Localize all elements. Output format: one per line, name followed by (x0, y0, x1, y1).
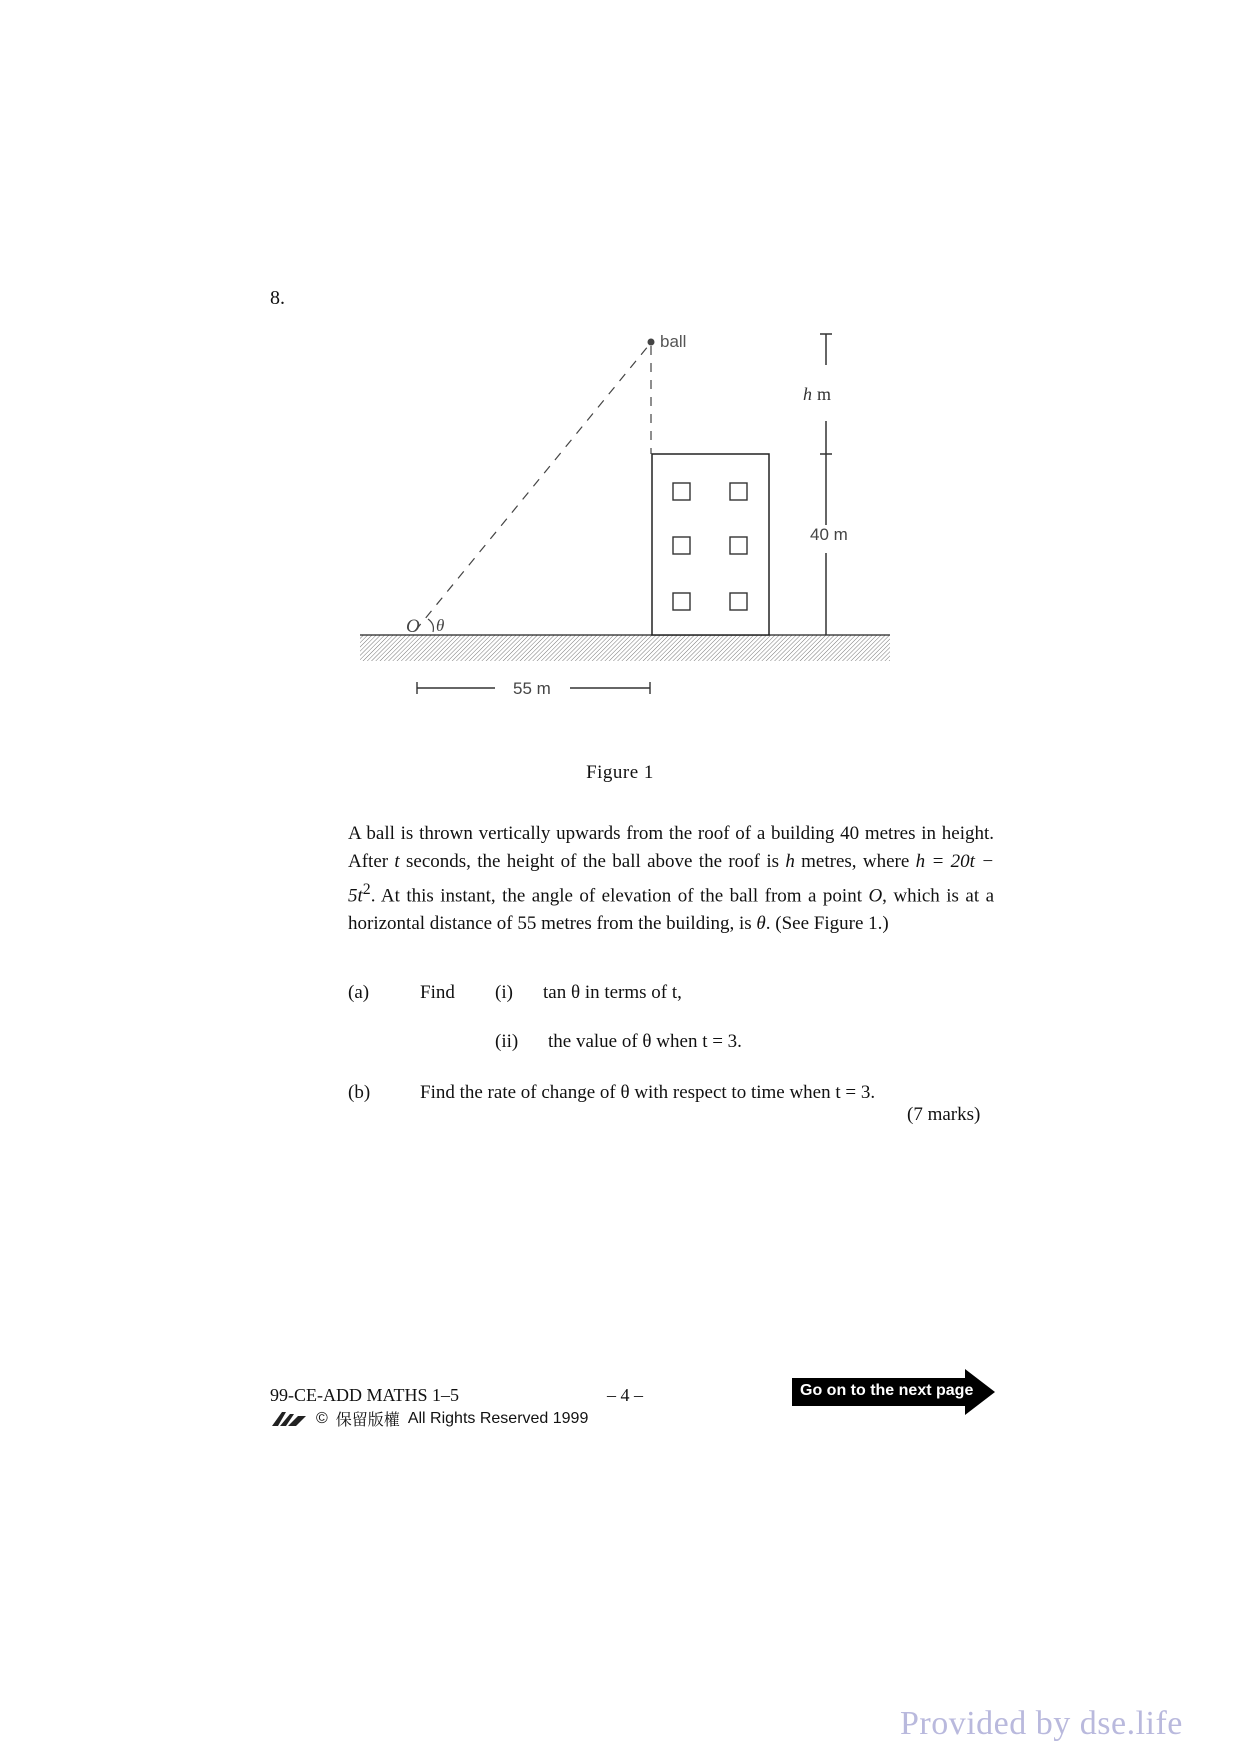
point-o-label: O (406, 616, 420, 637)
equation-exponent: 2 (362, 881, 371, 898)
h-label (803, 384, 831, 404)
copyright-chinese: 保留版權 (335, 1412, 400, 1429)
part-a-ii-label: (ii) (495, 1031, 519, 1052)
height-40m-label: 40 m (810, 525, 848, 544)
paper-code: 99-CE-ADD MATHS 1–5 (270, 1385, 459, 1405)
part-a-ii-text: the value of θ when t = 3. (548, 1031, 742, 1052)
line-of-sight-dashed (415, 345, 649, 631)
var-theta: θ (756, 913, 766, 935)
var-h: h (785, 851, 795, 872)
para-text-5: , which is at a horizontal distance of 55 metres from the building, is (348, 885, 994, 935)
para-text-6: . (See Figure 1.) (765, 913, 889, 935)
theta-label: θ (436, 616, 445, 635)
figure-1-diagram (355, 325, 895, 715)
h-unit: m (817, 384, 832, 404)
copyright-text: All Rights Reserved 1999 (407, 1409, 589, 1427)
part-a-i-text: tan θ in terms of t, (543, 982, 682, 1003)
para-text-4: . At this instant, the angle of elevation of the ball from a point (370, 885, 862, 907)
page-number: – 4 – (607, 1385, 643, 1405)
part-a-find: Find (420, 982, 455, 1003)
equation: h = 20t − 5t (348, 851, 995, 907)
angle-arc (428, 619, 433, 632)
question-number: 8. (270, 287, 285, 309)
para-text-1: A ball is thrown vertically upwards from the roof of a building 40 metres in height. After (348, 823, 994, 872)
para-text-3: metres, where (801, 851, 910, 872)
var-t: t (394, 851, 400, 872)
ground (360, 635, 890, 661)
para-text-2: seconds, the height of the ball above the roof is (406, 851, 779, 872)
copyright-icon: © (316, 1409, 328, 1427)
distance-55m-label: 55 m (513, 679, 551, 698)
marks: (7 marks) (907, 1104, 981, 1125)
hkeaa-logo-icon (270, 1410, 308, 1428)
watermark: Provided by dse.life (900, 1705, 1183, 1742)
part-a-i-label: (i) (495, 982, 513, 1003)
part-b-text: Find the rate of change of θ with respect to time when t = 3. (420, 1082, 876, 1103)
part-a-label: (a) (348, 982, 370, 1003)
var-o: O (868, 885, 883, 907)
copyright-line (270, 1407, 588, 1430)
ball-label: ball (660, 332, 687, 351)
part-b-label: (b) (348, 1082, 371, 1103)
figure-caption: Figure 1 (586, 762, 654, 783)
next-page-label: Go on to the next page (800, 1382, 974, 1399)
next-page-indicator (792, 1369, 995, 1420)
ball-point (648, 339, 655, 346)
building (652, 454, 769, 635)
question-paragraph (348, 820, 994, 938)
h-variable: h (803, 384, 812, 404)
